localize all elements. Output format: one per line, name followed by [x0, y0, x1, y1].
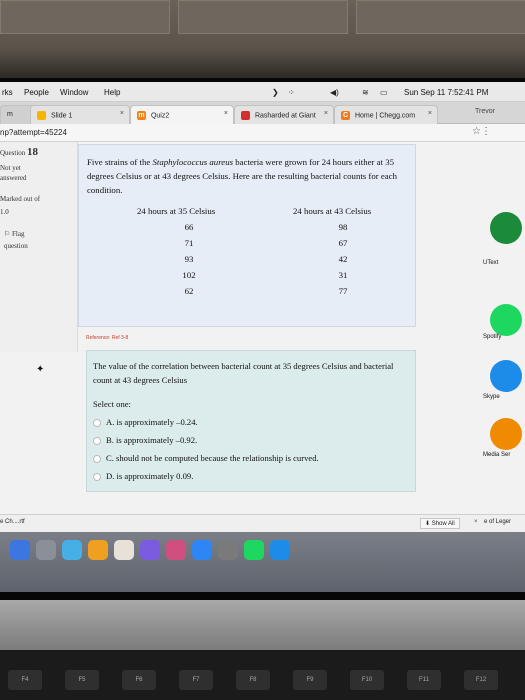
- url-text[interactable]: np?attempt=45224: [0, 128, 67, 137]
- radio-button[interactable]: [93, 437, 101, 445]
- table-cell: 62: [184, 286, 194, 296]
- show-all-button[interactable]: ⬇ Show All: [420, 518, 460, 529]
- launchpad-icon[interactable]: [36, 540, 56, 560]
- app-label: Skype: [483, 394, 500, 400]
- tab-slide-1[interactable]: [30, 105, 130, 124]
- app-label: Media Ser: [483, 452, 511, 458]
- table-cell: 93: [184, 254, 194, 264]
- menu-item[interactable]: rks: [2, 88, 13, 97]
- download-icon: ⬇: [425, 521, 431, 527]
- wall-panel: [0, 0, 170, 34]
- question-number: Question 18: [0, 146, 39, 158]
- tab-rasharded[interactable]: [234, 105, 334, 124]
- option-b[interactable]: B. is approximately –0.92.: [93, 435, 197, 445]
- question-text: Five strains of the Staphylococcus aureus bacteria were grown for 24 hours either at 35 degrees Celsius or at 43 degrees Celsius. Here are the resulting bacterial counts for each condition.: [87, 157, 397, 195]
- marked-label: Marked out of: [0, 195, 41, 203]
- play-icon[interactable]: ❯: [272, 88, 279, 97]
- mac-menu-bar: [0, 82, 525, 102]
- star-icon[interactable]: ☆: [472, 126, 481, 137]
- profile-name[interactable]: Trevor: [475, 108, 495, 115]
- table-cell: 42: [338, 254, 348, 264]
- wall-background: [0, 0, 525, 80]
- keyboard-key[interactable]: F11: [407, 670, 441, 690]
- close-icon[interactable]: ×: [119, 110, 124, 117]
- close-icon[interactable]: ×: [474, 519, 478, 525]
- tab-quiz2[interactable]: [130, 105, 234, 124]
- radio-button[interactable]: [93, 455, 101, 463]
- radio-button[interactable]: [93, 473, 101, 481]
- volume-icon[interactable]: ◀︎): [330, 88, 339, 97]
- spotify-dock-icon[interactable]: [244, 540, 264, 560]
- flag-label[interactable]: question: [4, 242, 28, 250]
- generic-icon: [241, 111, 250, 120]
- keyboard-key[interactable]: F5: [65, 670, 99, 690]
- keyboard: [0, 650, 525, 700]
- downloads-bar: [0, 514, 525, 532]
- question-panel: [78, 144, 416, 327]
- notes-icon[interactable]: [140, 540, 160, 560]
- clock[interactable]: Sun Sep 11 7:52:41 PM: [404, 88, 489, 97]
- table-header: 24 hours at 43 Celsius: [293, 206, 372, 216]
- spotify-icon[interactable]: [490, 304, 522, 336]
- species-name: Staphylococcus aureus: [152, 157, 234, 167]
- tab-label: Home | Chegg.com: [354, 112, 416, 120]
- keyboard-key[interactable]: F8: [236, 670, 270, 690]
- answer-panel: [86, 350, 416, 492]
- table-header: 24 hours at 35 Celsius: [137, 206, 216, 216]
- flag-icon: ⚐: [4, 230, 11, 238]
- question-info: [0, 142, 78, 352]
- option-a[interactable]: A. is approximately –0.24.: [93, 417, 198, 427]
- skype-icon[interactable]: [490, 360, 522, 392]
- table-cell: 66: [184, 222, 194, 232]
- menu-item-people[interactable]: People: [24, 88, 49, 97]
- laptop-screen: [0, 82, 525, 592]
- status-text: answered: [0, 174, 27, 182]
- radio-button[interactable]: [93, 419, 101, 427]
- table-cell: 102: [182, 270, 196, 280]
- download-item[interactable]: e of Leger: [484, 519, 512, 525]
- moodle-icon: m: [138, 112, 145, 119]
- tab-chegg[interactable]: [334, 105, 438, 124]
- app-label: Spotify: [483, 334, 502, 340]
- tab-label: Slide 1: [50, 112, 73, 120]
- laptop-top-case: [0, 600, 525, 650]
- preferences-icon[interactable]: [218, 540, 238, 560]
- close-icon[interactable]: ×: [223, 110, 228, 117]
- keyboard-key[interactable]: F10: [350, 670, 384, 690]
- app-label: UText: [483, 260, 499, 266]
- safari-icon[interactable]: [62, 540, 82, 560]
- itunes-icon[interactable]: [166, 540, 186, 560]
- close-icon[interactable]: ×: [323, 110, 328, 117]
- table-cell: 31: [338, 270, 348, 280]
- menu-item-window[interactable]: Window: [60, 88, 89, 97]
- grid-icon[interactable]: ⁘: [288, 88, 295, 97]
- mac-dock: [0, 532, 525, 592]
- app-icon[interactable]: [490, 212, 522, 244]
- table-cell: 67: [338, 238, 348, 248]
- menu-item-help[interactable]: Help: [104, 88, 121, 97]
- keyboard-key[interactable]: F6: [122, 670, 156, 690]
- slides-icon: [37, 111, 46, 120]
- keyboard-key[interactable]: F9: [293, 670, 327, 690]
- status-text: Not yet: [0, 164, 21, 172]
- tab-label: Quiz2: [150, 112, 170, 120]
- select-label: Select one:: [93, 399, 131, 409]
- download-item[interactable]: e Ch....rtf: [0, 519, 25, 525]
- table-cell: 98: [338, 222, 348, 232]
- option-d[interactable]: D. is approximately 0.09.: [93, 471, 193, 481]
- wall-panel: [356, 0, 525, 34]
- address-bar[interactable]: [0, 124, 525, 142]
- battery-icon[interactable]: ▭: [380, 88, 388, 97]
- menu-icon[interactable]: ⋮: [481, 126, 491, 137]
- table-cell: 77: [338, 286, 348, 296]
- right-app-icons: [480, 212, 525, 492]
- mouse-cursor: ✦: [36, 364, 45, 375]
- wall-panel: [178, 0, 348, 34]
- marks-value: 1.0: [0, 208, 9, 216]
- tab-label: Rasharded at Giant: [254, 112, 316, 120]
- wifi-icon[interactable]: ≋: [362, 88, 369, 97]
- keyboard-key[interactable]: F4: [8, 670, 42, 690]
- table-cell: 71: [184, 238, 194, 248]
- option-c[interactable]: C. should not be computed because the relationship is curved.: [93, 453, 319, 463]
- photos-icon[interactable]: [114, 540, 134, 560]
- tab-label: m: [7, 111, 13, 118]
- photo-booth-icon[interactable]: [88, 540, 108, 560]
- keyboard-key[interactable]: F7: [179, 670, 213, 690]
- media-icon[interactable]: [490, 418, 522, 450]
- flag-question[interactable]: ⚐ Flag: [4, 230, 25, 238]
- reference-label: Reference: Ref 3-8: [86, 335, 129, 341]
- app-store-icon[interactable]: [192, 540, 212, 560]
- question-prompt: The value of the correlation between bacterial count at 35 degrees Celsius and bacterial count at 43 degrees Celsius: [93, 361, 394, 385]
- close-icon[interactable]: ×: [427, 110, 432, 117]
- browser-tab-strip: [0, 102, 525, 124]
- finder-icon[interactable]: [10, 540, 30, 560]
- app-icon[interactable]: [270, 540, 290, 560]
- chegg-icon: C: [342, 112, 349, 119]
- keyboard-key[interactable]: F12: [464, 670, 498, 690]
